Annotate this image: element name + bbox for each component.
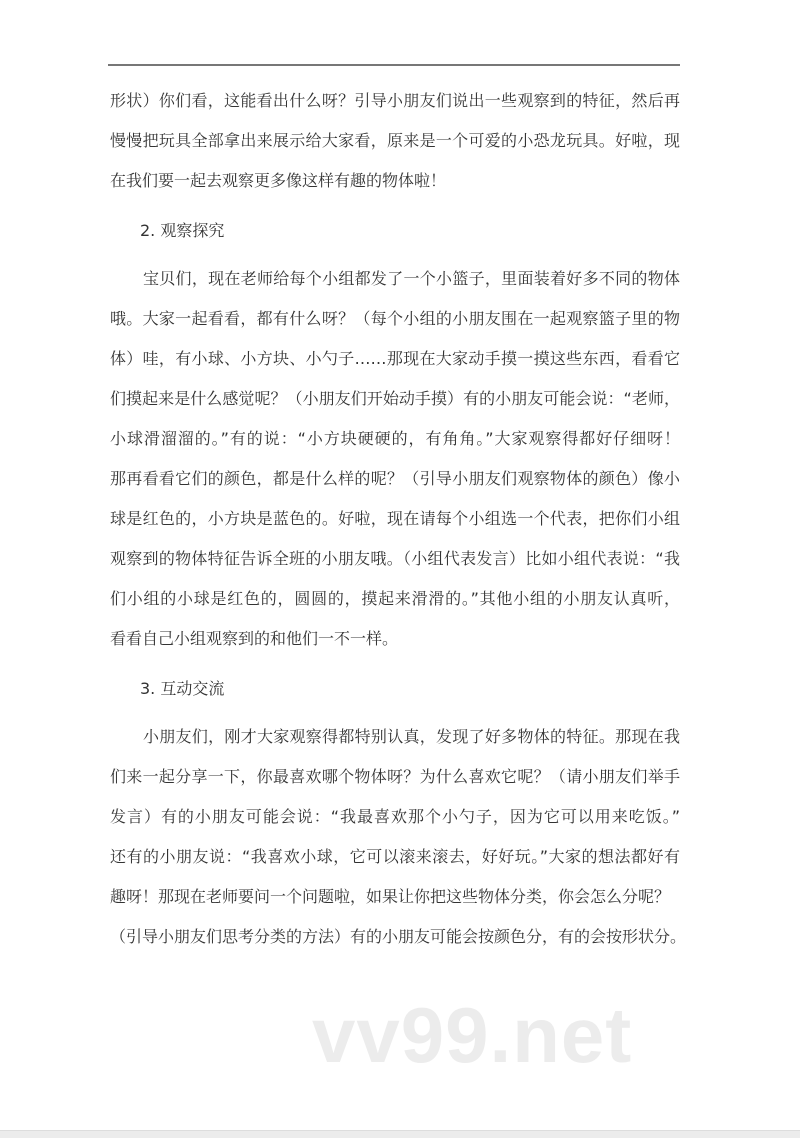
- text-line: 发言）有的小朋友可能会说：“我最喜欢那个小勺子，因为它可以用来吃饭。”: [110, 807, 680, 826]
- text-line: 小朋友们，刚才大家观察得都特别认真，发现了好多物体的特征。那现在我: [143, 727, 680, 746]
- text-line: 体）哇，有小球、小方块、小勺子……那现在大家动手摸一摸这些东西，看看它: [110, 349, 680, 368]
- text-line: 看看自己小组观察到的和他们一不一样。: [110, 629, 399, 648]
- intro-paragraph: [110, 86, 680, 206]
- text-line: 球是红色的，小方块是蓝色的。好啦，现在请每个小组选一个代表，把你们小组: [110, 509, 680, 528]
- text-line: 们来一起分享一下，你最喜欢哪个物体呀？为什么喜欢它呢？（请小朋友们举手: [110, 767, 680, 786]
- section-2-paragraph: [110, 264, 680, 664]
- section-heading-3: 3. 互动交流: [140, 679, 225, 698]
- text-line: （引导小朋友们思考分类的方法）有的小朋友可能会按颜色分，有的会按形状分。: [110, 927, 687, 946]
- text-line: 那再看看它们的颜色，都是什么样的呢？（引导小朋友们观察物体的颜色）像小: [110, 469, 680, 488]
- text-line: 观察到的物体特征告诉全班的小朋友哦。（小组代表发言）比如小组代表说：“我: [110, 549, 680, 568]
- text-line: 宝贝们，现在老师给每个小组都发了一个小篮子，里面装着好多不同的物体: [143, 269, 680, 288]
- section-3-paragraph: [110, 722, 687, 962]
- watermark: vv99.net: [312, 991, 633, 1079]
- text-line: 哦。大家一起看看，都有什么呀？（每个小组的小朋友围在一起观察篮子里的物: [110, 309, 680, 328]
- text-line: 还有的小朋友说：“我喜欢小球，它可以滚来滚去，好好玩。”大家的想法都好有: [110, 847, 680, 866]
- text-line: 在我们要一起去观察更多像这样有趣的物体啦！: [110, 171, 447, 190]
- header-rule: [108, 64, 680, 66]
- text-line: 趣呀！那现在老师要问一个问题啦，如果让你把这些物体分类，你会怎么分呢？: [110, 887, 671, 906]
- document-body: [110, 86, 687, 962]
- text-line: 慢慢把玩具全部拿出来展示给大家看，原来是一个可爱的小恐龙玩具。好啦，现: [110, 131, 680, 150]
- text-line: 们摸起来是什么感觉呢？（小朋友们开始动手摸）有的小朋友可能会说：“老师，: [110, 389, 680, 408]
- section-heading-2: 2. 观察探究: [140, 221, 225, 240]
- text-line: 形状）你们看，这能看出什么呀？引导小朋友们说出一些观察到的特征，然后再: [110, 91, 680, 110]
- text-line: 们小组的小球是红色的，圆圆的，摸起来滑滑的。”其他小组的小朋友认真听，: [110, 589, 680, 608]
- text-line: 小球滑溜溜的。”有的说：“小方块硬硬的，有角角。”大家观察得都好仔细呀！: [110, 429, 680, 448]
